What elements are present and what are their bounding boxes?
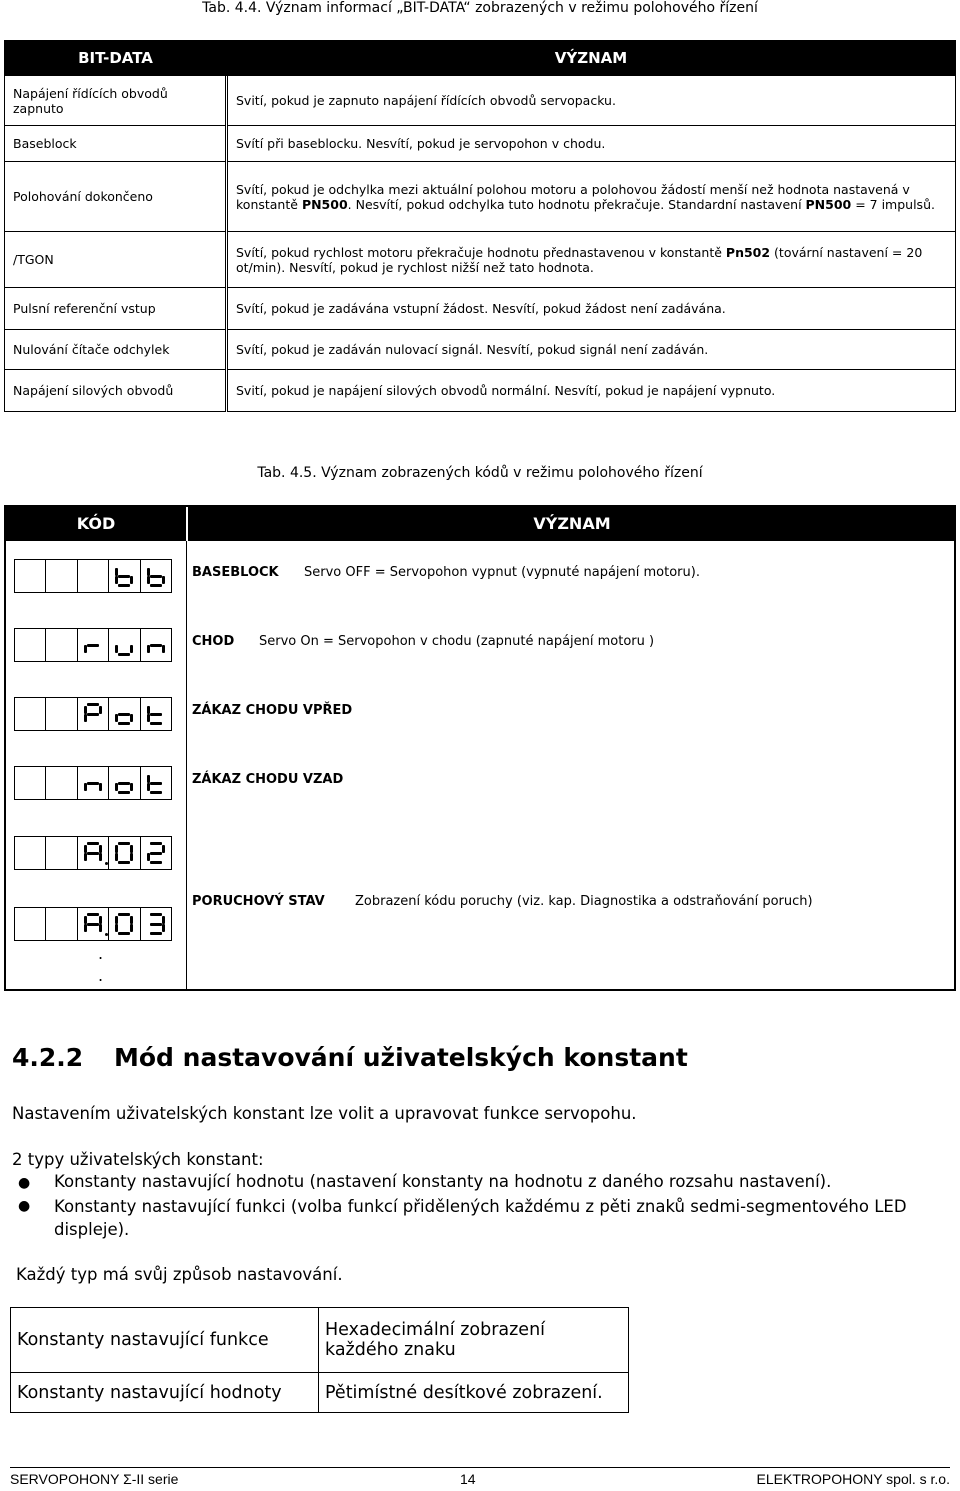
segment-digit [147,913,165,935]
bit-meaning: Svití, pokud je napájení silových obvodů normální. Nesvítí, pokud je napájení vypnuto. [227,370,956,412]
bit-data-table [4,40,956,412]
segment [118,653,130,656]
constant-display: Hexadecimální zobrazení každého znaku [319,1308,629,1373]
segment [150,861,162,864]
segment [99,924,102,932]
segment [87,913,99,916]
segment-digit [84,703,102,725]
segment [115,924,118,932]
constant-display: Pětimístné desítkové zobrazení. [319,1373,629,1413]
segment-digit [147,565,165,587]
code-label: CHOD [192,634,235,649]
code-text: Zobrazení kódu poruchy (viz. kap. Diagnostika a odstraňování poruch) [355,894,813,909]
segment-digit [115,913,133,935]
segment [162,916,165,924]
segment [150,842,162,845]
segment-digit [147,842,165,864]
segment [99,783,102,791]
segment [99,853,102,861]
page-number: 14 [460,1471,476,1487]
segment [130,916,133,924]
table-4-5-caption: Tab. 4.5. Význam zobrazených kódů v režimu polohového řízení [257,465,703,481]
meaning-header: VÝZNAM [227,41,956,76]
segment [130,853,133,861]
segment [162,924,165,932]
bit-data-header: BIT-DATA [5,41,227,76]
led-display [14,628,172,662]
segment [150,923,162,926]
segment [115,845,118,853]
segment-digit [115,565,133,587]
led-display [14,836,172,870]
bit-name: Nulování čítače odchylek [5,330,227,370]
segment [150,782,162,785]
segment [99,845,102,853]
segment [115,916,118,924]
segment-digit [84,913,102,935]
bit-meaning: Svítí, pokud rychlost motoru překračuje hodnotu přednastavenou v konstantě Pn502 (tovární nastavení = 20 ot/min). Nesvítí, pokud je rychlost nižší než tato hodnota. [227,232,956,288]
constants-table [10,1307,629,1413]
bit-name: Pulsní referenční vstup [5,288,227,330]
segment [118,932,130,935]
meaning-header: VÝZNAM [186,507,956,541]
segment [150,713,162,716]
segment [87,782,99,785]
bit-name: Polohování dokončeno [5,162,227,232]
decimal-point [105,862,108,865]
bit-meaning: Svití, pokud je zapnuto napájení řídících obvodů servopacku. [227,76,956,126]
segment-digit [115,772,133,794]
segment [150,791,162,794]
segment-digit [84,634,102,656]
segment-digit [115,634,133,656]
decimal-point [105,933,108,936]
segment [87,923,99,926]
bullet-icon: ● [18,1175,31,1191]
bit-meaning: Svítí, pokud je odchylka mezi aktuální polohou motoru a polohovou žádostí menší než hodnota nastavená v konstantě PN500. Nesvítí, pokud odchylka tuto hodnotu překračuje. Standardní nastavení PN500 = 7 impulsů. [227,162,956,232]
list-item: Konstanty nastavující hodnotu (nastavení konstanty na hodnotu z daného rozsahu nastavení). [54,1172,832,1191]
list-item: Konstanty nastavující funkci (volba funkcí přidělených každému z pěti znaků sedmi-segmentového LED displeje). [54,1197,907,1239]
led-display [14,559,172,593]
led-display [14,907,172,941]
bit-meaning: Svítí, pokud je zadávána vstupní žádost. Nesvítí, pokud žádost není zadávána. [227,288,956,330]
segment [118,861,130,864]
code-label: BASEBLOCK [192,565,279,580]
segment [130,576,133,584]
segment [87,842,99,845]
segment [118,575,130,578]
segment [118,584,130,587]
bit-name: /TGON [5,232,227,288]
bit-meaning: Svítí, pokud je zadáván nulovací signál. Nesvítí, pokud signál není zadáván. [227,330,956,370]
segment [150,852,162,855]
segment [87,644,99,647]
code-label: PORUCHOVÝ STAV [192,894,325,909]
segment-digit [84,772,102,794]
code-text: Servo OFF = Servopohon vypnut (vypnuté napájení motoru). [304,565,700,580]
bit-name: Napájení silových obvodů [5,370,227,412]
segment-digit [147,772,165,794]
bit-name: Baseblock [5,126,227,162]
code-label: ZÁKAZ CHODU VPŘED [192,703,353,718]
bullet-icon: ● [18,1198,31,1214]
segment [118,913,130,916]
section-heading [12,1043,688,1072]
footer-right: ELEKTROPOHONY spol. s r.o. [756,1471,950,1487]
segment [115,853,118,861]
segment [130,714,133,722]
segment [150,722,162,725]
segment [150,913,162,916]
code-table [4,505,956,991]
segment [118,842,130,845]
bit-name: Napájení řídících obvodů zapnuto [5,76,227,126]
segment [87,852,99,855]
led-display [14,697,172,731]
paragraph: Nastavením uživatelských konstant lze volit a upravovat funkce servopohu. [12,1104,637,1123]
segment [162,845,165,853]
table-4-4-caption: Tab. 4.4. Význam informací „BIT-DATA“ zobrazených v režimu polohového řízení [202,0,758,16]
continuation-dots: . . [98,944,104,985]
section-title: Mód nastavování uživatelských konstant [114,1043,688,1072]
segment [162,645,165,653]
segment [118,722,130,725]
segment-digit [115,842,133,864]
bit-meaning: Svítí při baseblocku. Nesvítí, pokud je servopohon v chodu. [227,126,956,162]
code-text: Servo On = Servopohon v chodu (zapnuté napájení motoru ) [259,634,655,649]
constant-type: Konstanty nastavující hodnoty [11,1373,319,1413]
segment [162,576,165,584]
section-number: 4.2.2 [12,1043,84,1072]
segment [87,703,99,706]
code-label: ZÁKAZ CHODU VZAD [192,772,344,787]
segment [150,584,162,587]
segment [150,644,162,647]
paragraph: 2 typy uživatelských konstant: [12,1150,264,1169]
segment [87,713,99,716]
segment [99,916,102,924]
segment [150,932,162,935]
segment [150,575,162,578]
segment [130,924,133,932]
segment [118,713,130,716]
segment [115,645,118,653]
segment-digit [84,842,102,864]
segment [99,706,102,714]
footer-left: SERVOPOHONY Σ-II serie [10,1471,179,1487]
segment [130,845,133,853]
code-header: KÓD [6,507,186,541]
segment [130,645,133,653]
segment-digit [147,634,165,656]
led-display [14,766,172,800]
paragraph: Každý typ má svůj způsob nastavování. [16,1265,343,1284]
segment [130,783,133,791]
segment-digit [115,703,133,725]
constant-type: Konstanty nastavující funkce [11,1308,319,1373]
segment [118,782,130,785]
page-footer [10,1467,950,1487]
segment [118,791,130,794]
segment-digit [147,703,165,725]
